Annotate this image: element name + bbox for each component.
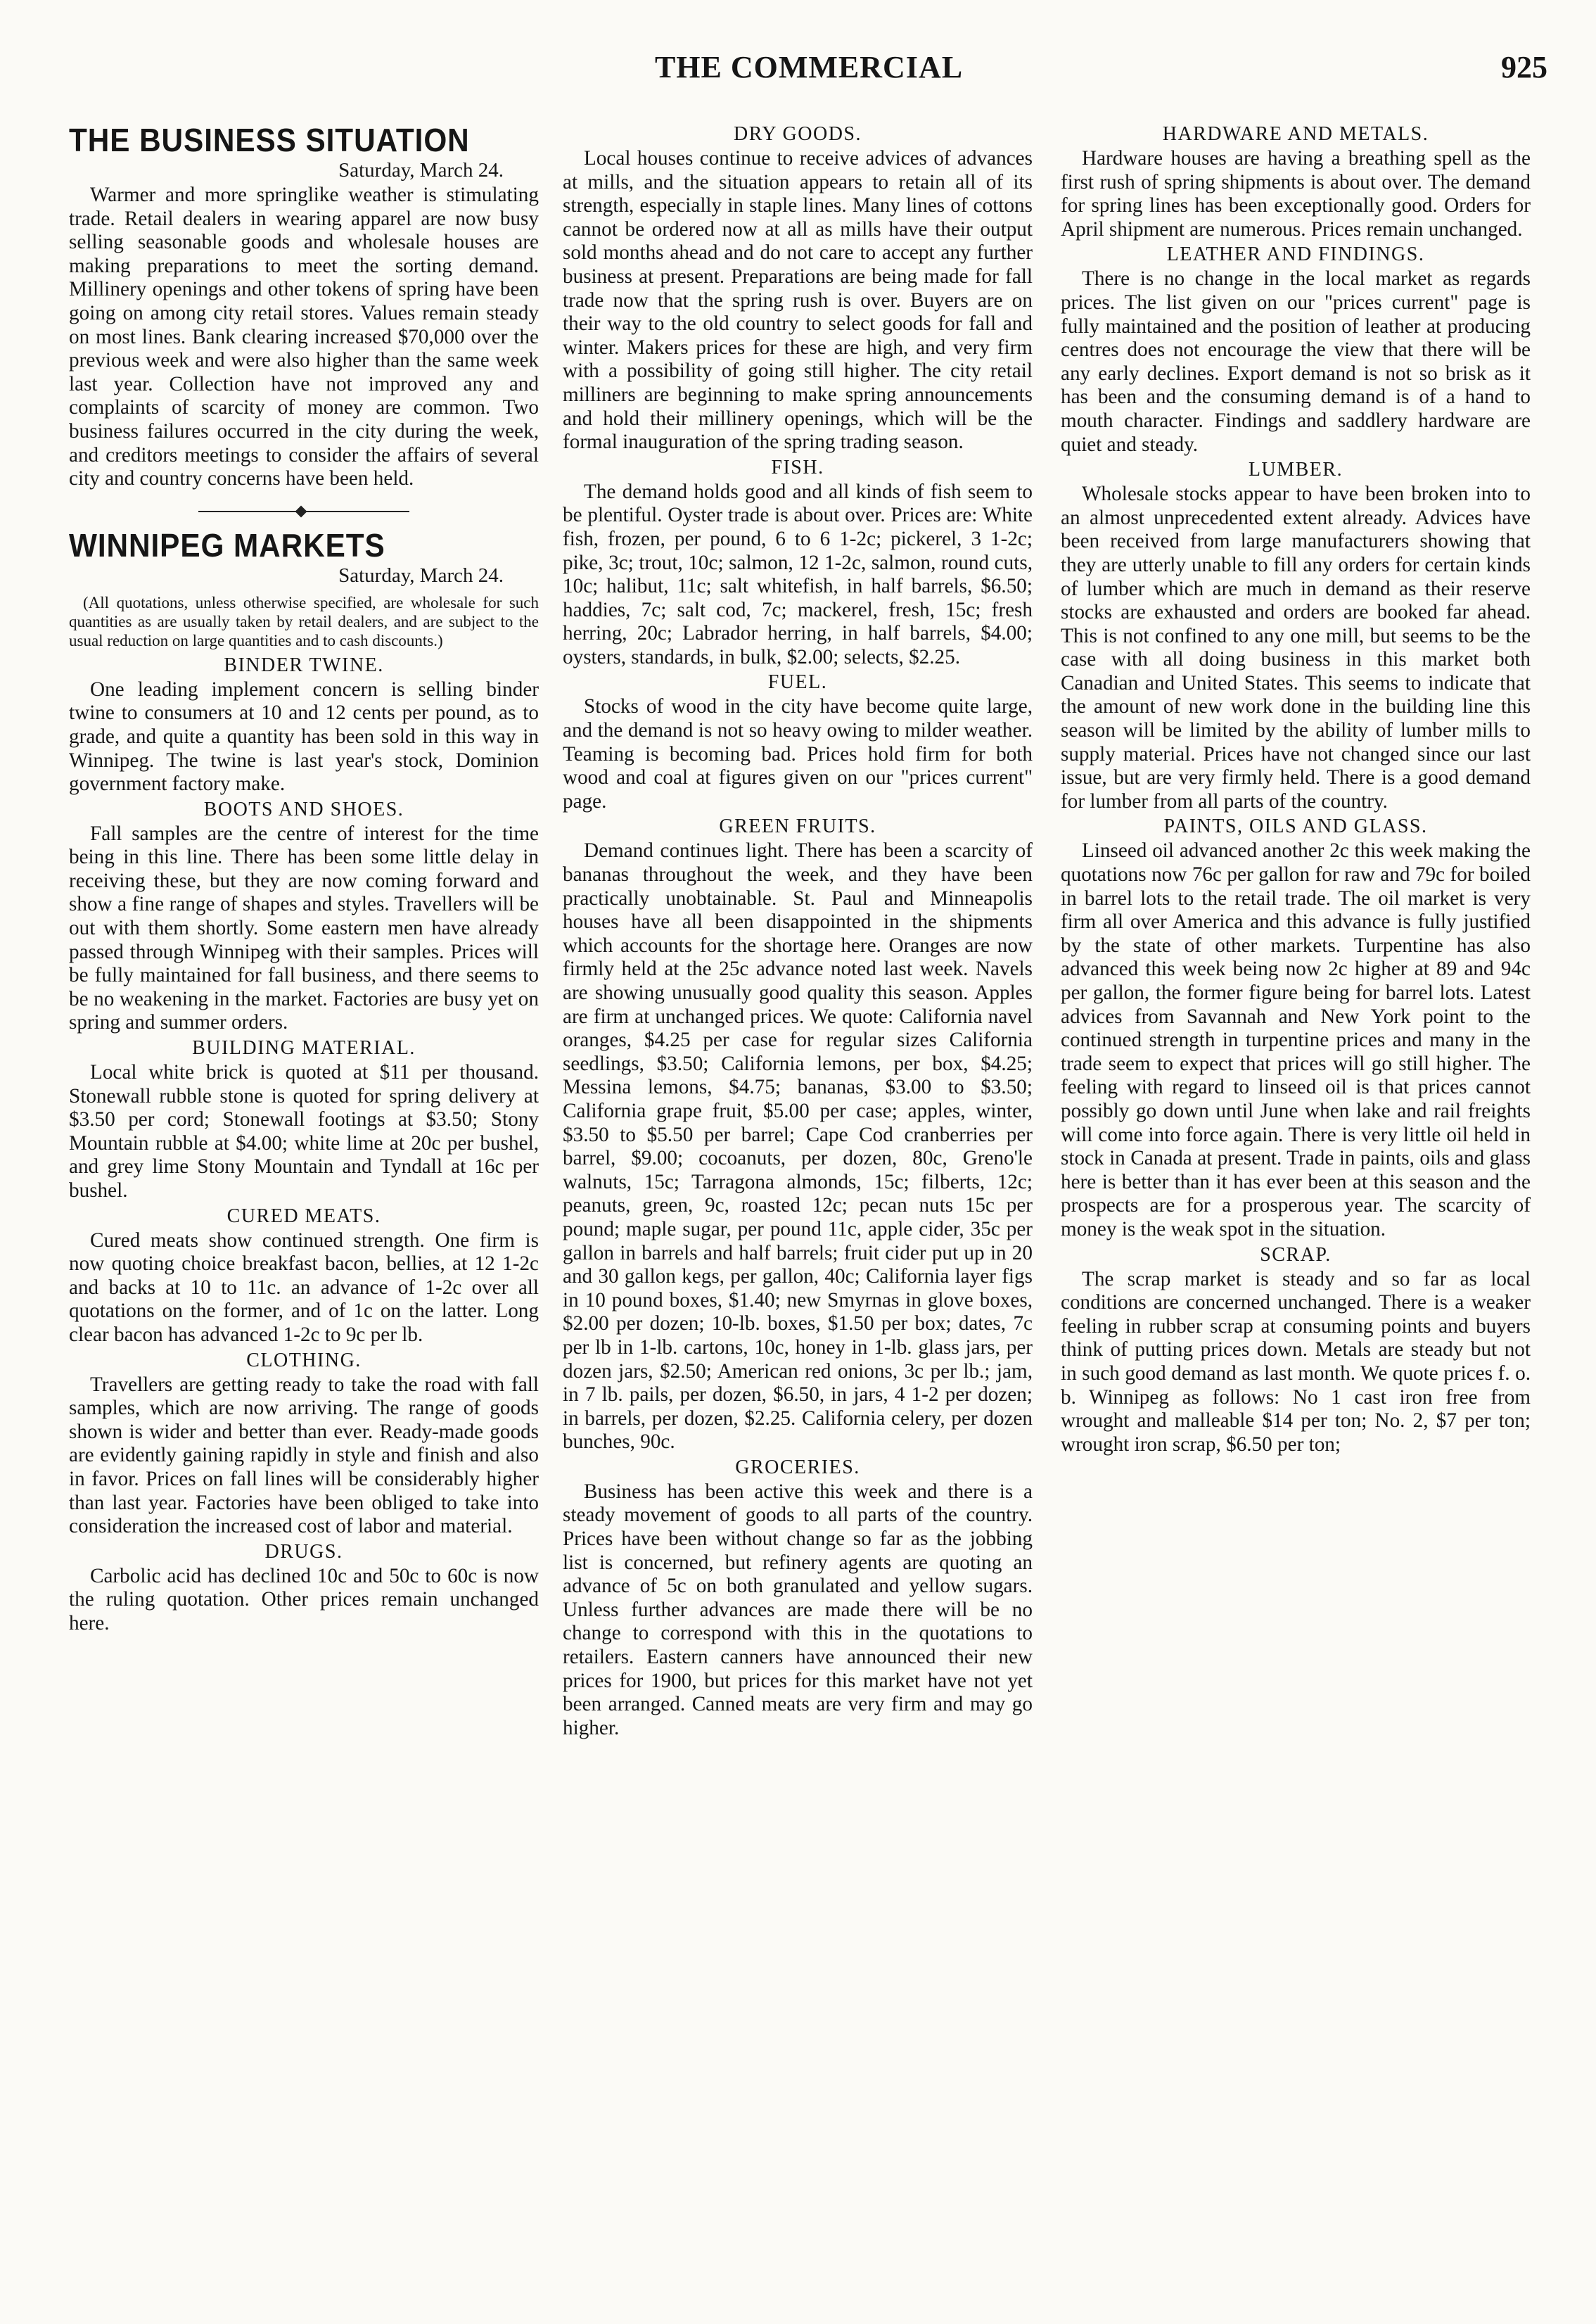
section-heading: SCRAP. [1260,1243,1332,1266]
section-body: There is no change in the local market as regards prices. The list given on our "prices current" page is fully maintained and the position of leather at producing centres does not encourage the view that there will be any early declines. Export demand is not so brisk as it has been and the consuming demand is of a hand to mouth character. Findings and saddlery hardware are quiet and steady. [1061,267,1531,456]
section-body: Travellers are getting ready to take the road with fall samples, which are now arriving. The range of goods shown is wider and better than ever. Ready-made goods are evidently gaining rapidly in style and finish and also in favor. Prices on fall lines will be considerably higher than last year. Factories have been obliged to take into consideration the increased cost of labor and material. [69,1373,539,1538]
section-heading: LEATHER AND FINDINGS. [1166,243,1425,266]
section-heading: CURED MEATS. [226,1205,381,1227]
section-body: Linseed oil advanced another 2c this week making the quotations now 76c per gallon for raw and 79c for boiled in barrel lots to the retail trade. The oil market is very firm all over America and this advance is fully justified by the state of other markets. Turpentine has also advanced this week being now 2c higher at 89 and 94c per gallon, the former figure being for barrel lots. Latest advices from Savannah and New York point to the continued strength in turpentine prices and many in the trade seem to expect that prices will go still higher. The feeling with regard to linseed oil is that prices cannot possibly go down until June when lake and rail freights will come into force again. There is very little oil held in stock in Canada at present. Trade in paints, oils and glass here is better than it has ever been at this season and the prospects are for a prosperous year. The scarcity of money is the weak spot in the situation. [1061,839,1531,1240]
section-body: The scrap market is steady and so far as local conditions are concerned unchanged. There is a weaker feeling in rubber scrap at consuming points and buyers think of putting prices down. Metals are steady but not in such good demand as last month. We quote prices f. o. b. Winnipeg as follows: No 1 cast iron free from wrought and malleable $14 per ton; No. 2, $7 per ton; wrought iron scrap, $6.50 per ton; [1061,1267,1531,1456]
section-heading: PAINTS, OILS AND GLASS. [1163,815,1428,838]
section-body: Wholesale stocks appear to have been broken into to an almost unprecedented extent already. Advices have been received from large manufacturers showing that they are utterly unable to fill any orders for certain kinds of lumber which are much in demand as their reserve stocks are exhausted and orders are booked far ahead. This is not confined to any one mill, but seems to be the case with all doing business in this market both Canadian and United States. This seems to indicate that the amount of new work done in the building line this season will be limited by the ability of lumber mills to supply material. Prices have not changed since our last issue, but are very firmly held. There is a good demand for lumber from all parts of the country. [1061,483,1531,813]
winnipeg-markets-heading: WINNIPEG MARKETS [69,526,385,564]
section-body: Business has been active this week and there is a steady movement of goods to all parts of the country. Prices have been without change so far as the jobbing list is concerned, but refinery agents are quoting an advance of 5c on both granulated and yellow sugars. Unless further advances are made there will be no change to correspond with this in the quotations to retailers. Eastern canners have announced their new prices for 1900, but prices for this market have not yet been arranged. Canned meats are very firm and may go higher. [563,1480,1033,1739]
section-heading: HARDWARE AND METALS. [1162,123,1429,145]
section-body: Local white brick is quoted at $11 per thousand. Stonewall rubble stone is quoted for spring delivery at $3.50 per cord; Stonewall footings at $3.50; Stony Mountain rubble at $4.00; white lime at 20c per bushel, and grey lime Stony Mountain and Tyndall at 16c per bushel. [69,1061,539,1202]
business-situation-heading: THE BUSINESS SITUATION [69,122,470,158]
section-heading: BOOTS AND SHOES. [203,798,404,820]
section-heading: GROCERIES. [735,1456,860,1478]
section-body: Cured meats show continued strength. One firm is now quoting choice breakfast bacon, bellies, at 12 1-2c and backs at 10 to 11c. an advance of 1-2c over all quotations on the former, and of 1c on the latter. Long clear bacon has advanced 1-2c to 9c per lb. [69,1228,539,1346]
running-title: THE COMMERCIAL [654,50,964,84]
column-2 [563,121,1033,1740]
section-body: Fall samples are the centre of interest for the time being in this line. There has been some little delay in receiving these, but they are now coming forward and show a fine range of shapes and styles. Travellers will be out with them shortly. Some eastern men have already passed through Winnipeg with their samples. Prices will be fully maintained for fall business, and there seems to be no weakening in the market. Factories are busy yet on spring and summer orders. [69,822,539,1034]
section-heading: BUILDING MATERIAL. [192,1037,416,1060]
business-dateline: Saturday, March 24. [338,159,504,182]
section-heading: FUEL. [767,671,828,694]
section-body: The demand holds good and all kinds of fish seem to be plentiful. Oyster trade is about over. Prices are: White fish, frozen, per pound, 6 to 6 1-2c; pickerel, 3 1-2c; pike, 3c; trout, 10c; salmon, 12 1-2c, salmon, round cuts, 10c; halibut, 11c; salt whitefish, in half barrels, $6.50; haddies, 7c; salt cod, 7c; mackerel, fresh, 15c; fresh herring, 20c; Labrador herring, in half barrels, $4.00; oysters, standards, in bulk, $2.00; selects, $2.25. [563,480,1033,668]
section-body: One leading implement concern is selling binder twine to consumers at 10 and 12 cents per pound, as to grade, and quite a quantity has been sold in this way in Winnipeg. The twine is last year's stock, Dominion government factory make. [69,678,539,796]
section-body: Demand continues light. There has been a scarcity of bananas throughout the week, and they have been practically unobtainable. St. Paul and Minneapolis houses have all been disappointed in the shipments which accounts for the shortage here. Oranges are now firmly held at the 25c advance noted last week. Navels are showing unusually good quality this season. Apples are firm at unchanged prices. We quote: California navel oranges, $4.25 per case for regular sizes California seedlings, $3.50; California lemons, per box, $4.25; Messina lemons, $4.75; bananas, $3.00 to $3.50; California grape fruit, $5.00 per case; apples, winter, $3.50 to $5.50 per barrel; Cape Cod cranberries per barrel, $9.00; cocoanuts, per dozen, 80c, Greno'le walnuts, 15c; Tarragona almonds, 15c; filberts, 12c; peanuts, green, 9c, roasted 12c; pecan nuts 15c per pound; maple sugar, per pound 11c, apple cider, 35c per gallon in barrels and half barrels; fruit cider put up in 20 and 30 gallon kegs, per gallon, 40c; California layer figs in 10 pound boxes, $1.40; new Smyrnas in glove boxes, $2.00 per dozen; 10-lb. boxes, $1.50 per box; dates, 7c per lb in 1-lb. cartons, 10c, honey in 1-lb. glass jars, per dozen jars, $2.50; American red onions, 3c per lb.; jam, in 7 lb. pails, per dozen, $6.50, in jars, 4 1-2 per dozen; in barrels, per dozen, $2.25. California celery, per dozen bunches, 90c. [563,839,1033,1454]
section-heading: CLOTHING. [246,1349,362,1371]
markets-dateline: Saturday, March 24. [338,564,504,587]
section-body: Carbolic acid has declined 10c and 50c to 60c is now the ruling quotation. Other prices remain unchanged here. [69,1564,539,1634]
ornamental-rule [198,507,409,516]
column-1 [69,121,539,1636]
quotations-note: (All quotations, unless otherwise specified, are wholesale for such quantities as are usually taken by retail dealers, and are subject to the usual reduction on large quantities and to cash discounts.) [69,593,539,649]
business-situation-body: Warmer and more springlike weather is stimulating trade. Retail dealers in wearing apparel are now busy selling seasonable goods and wholesale houses are making preparations to meet the sorting demand. Millinery openings and other tokens of spring have been going on among city retail stores. Values remain steady on most lines. Bank clearing increased $70,000 over the previous week and were also higher than the same week last year. Collection have not improved any and complaints of scarcity of money are common. Two business failures occurred in the city during the week, and creditors meetings to consider the affairs of several city and country concerns have been held. [69,184,539,490]
page-number: 925 [1501,50,1547,84]
page-header [70,49,1547,99]
section-heading: LUMBER. [1248,459,1343,481]
section-heading: FISH. [771,456,824,478]
section-heading: GREEN FRUITS. [719,815,876,838]
column-3 [1061,121,1531,1456]
section-body: Hardware houses are having a breathing spell as the first rush of spring shipments is about over. The demand for spring lines has been exceptionally good. Orders for April shipment are numerous. Prices remain unchanged. [1061,147,1531,241]
section-body: Local houses continue to receive advices of advances at mills, and the situation appears to retain all of its strength, especially in staple lines. Many lines of cottons cannot be ordered now at all as mills have their output sold months ahead and do not care to accept any further business at present. Preparations are being made for fall trade now that the spring rush is over. Buyers are on their way to the old country to select goods for fall and winter. Makers prices for these are high, and very firm with a possibility of going still higher. The city retail milliners are beginning to make spring announcements and hold their millinery openings, which will be the formal inauguration of the spring trading season. [563,147,1033,454]
section-body: Stocks of wood in the city have become quite large, and the demand is not so heavy owing to milder weather. Teaming is becoming bad. Prices hold firm for both wood and coal at figures given on our "prices current" page. [563,695,1033,813]
section-heading: DRY GOODS. [734,123,862,145]
section-heading: DRUGS. [264,1540,343,1563]
section-heading: BINDER TWINE. [224,654,384,676]
